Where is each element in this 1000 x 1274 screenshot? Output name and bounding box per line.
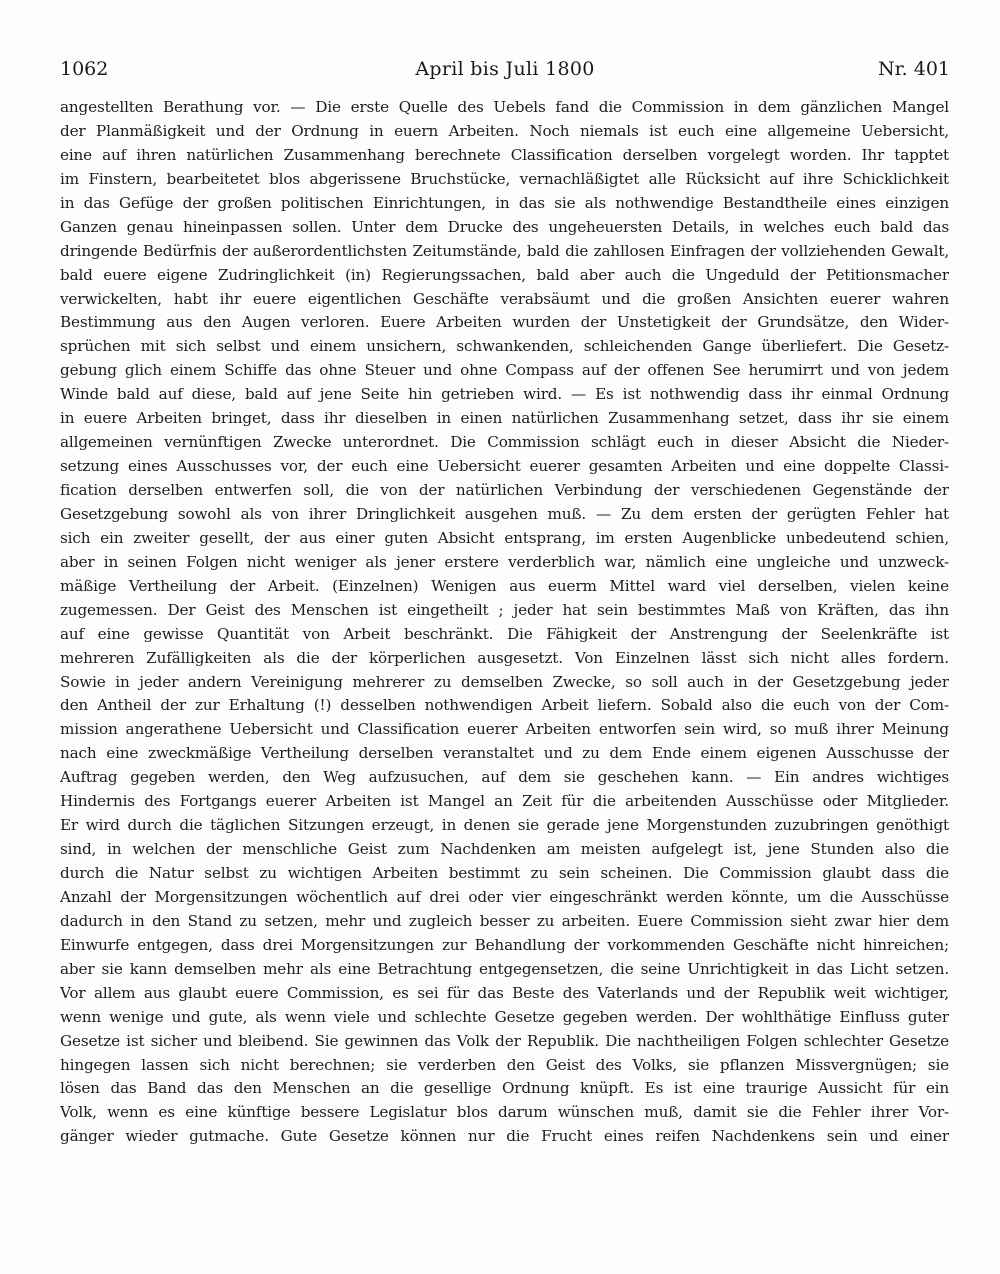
text-line: sich ein zweiter gesellt, der aus einer guten Absicht entsprang, im ersten Augenblicke unbedeutend schien, [60,528,949,547]
text-line: Sowie in jeder andern Vereinigung mehrerer zu demselben Zwecke, so soll auch in der Gesetzgebung jeder [60,672,949,691]
page-number: 1062 [60,58,109,80]
text-line: setzung eines Ausschusses vor, der euch eine Uebersicht euerer gesamten Arbeiten und eine doppelte Classi- [60,457,949,476]
text-line: Gesetzgebung sowohl als von ihrer Dringlichkeit ausgehen muß. — Zu dem ersten der gerügten Fehler hat [60,504,949,523]
text-line: mäßige Vertheilung der Arbeit. (Einzelnen) Wenigen aus euerm Mittel ward viel derselben, vielen keine [60,576,949,595]
text-line: in euere Arbeiten bringet, dass ihr dieselben in einen natürlichen Zusammenhang setzet, dass ihr sie einem [60,409,949,428]
text-line: Auftrag gegeben werden, den Weg aufzusuchen, auf dem sie geschehen kann. — Ein andres wichtiges [60,768,949,787]
text-line: nach eine zweckmäßige Vertheilung derselben veranstaltet und zu dem Ende einem eigenen Ausschusse der [60,744,949,763]
text-line: verwickelten, habt ihr euere eigentlichen Geschäfte verabsäumt und die großen Ansichten euerer wahren [60,289,949,308]
text-line: aber sie kann demselben mehr als eine Betrachtung entgegensetzen, die seine Unrichtigkeit in das Licht setzen. [60,959,949,978]
running-title: April bis Juli 1800 [415,58,595,80]
text-line: auf eine gewisse Quantität von Arbeit beschränkt. Die Fähigkeit der Anstrengung der Seelenkräfte ist [60,624,949,643]
text-line: Vor allem aus glaubt euere Commission, es sei für das Beste des Vaterlands und der Republik weit wichtiger, [60,983,949,1002]
text-line: zugemessen. Der Geist des Menschen ist eingetheilt ; jeder hat sein bestimmtes Maß von Kräften, das ihn [60,600,949,619]
text-line: dadurch in den Stand zu setzen, mehr und zugleich besser zu arbeiten. Euere Commission sieht zwar hier dem [60,911,949,930]
body-text [60,96,949,1149]
text-line: Einwurfe entgegen, dass drei Morgensitzungen zur Behandlung der vorkommenden Geschäfte nicht hinreichen; [60,935,949,954]
text-line: Hindernis des Fortgangs euerer Arbeiten ist Mangel an Zeit für die arbeitenden Ausschüsse oder Mitglieder. [60,792,949,811]
page-header [60,58,950,88]
text-line: Anzahl der Morgensitzungen wöchentlich auf drei oder vier eingeschränkt werden könnte, um die Ausschüsse [60,887,949,906]
text-line: mehreren Zufälligkeiten als die der körperlichen ausgesetzt. Von Einzelnen lässt sich nicht alles fordern. [60,648,949,667]
text-line: den Antheil der zur Erhaltung (!) desselben nothwendigen Arbeit liefern. Sobald also die euch von der Com- [60,696,949,715]
text-line: Winde bald auf diese, bald auf jene Seite hin getrieben wird. — Es ist nothwendig dass ihr einmal Ordnung [60,385,949,404]
text-line: eine auf ihren natürlichen Zusammenhang berechnete Classification derselben vorgelegt worden. Ihr tapptet [60,145,949,164]
text-line: Volk, wenn es eine künftige bessere Legislatur blos darum wünschen muß, damit sie die Fehler ihrer Vor- [60,1103,949,1122]
text-line: sind, in welchen der menschliche Geist zum Nachdenken am meisten aufgelegt ist, jene Stunden also die [60,840,949,859]
text-line: Ganzen genau hineinpassen sollen. Unter dem Drucke des ungeheuersten Details, in welches euch bald das [60,217,949,236]
text-line: fication derselben entwerfen soll, die von der natürlichen Verbindung der verschiedenen Gegenstände der [60,481,949,499]
text-line: angestellten Berathung vor. — Die erste Quelle des Uebels fand die Commission in dem gänzlichen Mangel [60,98,949,116]
text-line: sprüchen mit sich selbst und einem unsichern, schwankenden, schleichenden Gange überliefert. Die Gesetz- [60,337,949,356]
text-line: Bestimmung aus den Augen verloren. Euere Arbeiten wurden der Unstetigkeit der Grundsätze, den Wider- [60,313,949,332]
text-line: gebung glich einem Schiffe das ohne Steuer und ohne Compass auf der offenen See herumirrt und von jedem [60,361,949,380]
text-line: gänger wieder gutmache. Gute Gesetze können nur die Frucht eines reifen Nachdenkens sein und einer [60,1127,949,1146]
text-line: der Planmäßigkeit und der Ordnung in euern Arbeiten. Noch niemals ist euch eine allgemeine Uebersicht, [60,121,949,140]
text-line: Er wird durch die täglichen Sitzungen erzeugt, in denen sie gerade jene Morgenstunden zuzubringen genöthigt [60,816,949,835]
text-line: dringende Bedürfnis der außerordentlichsten Zeitumstände, bald die zahllosen Einfragen der vollziehenden Gewalt, [60,241,949,260]
document-number: Nr. 401 [878,58,950,80]
text-line: mission angerathene Uebersicht und Classification euerer Arbeiten entworfen sein wird, so muß ihrer Meinung [60,720,949,739]
text-line: aber in seinen Folgen nicht weniger als jener erstere verderblich war, nämlich eine ungleiche und unzweck- [60,552,949,571]
text-line: Gesetze ist sicher und bleibend. Sie gewinnen das Volk der Republik. Die nachtheiligen Folgen schlechter Gesetze [60,1031,949,1050]
text-line: wenn wenige und gute, als wenn viele und schlechte Gesetze gegeben werden. Der wohlthätige Einfluss guter [60,1007,949,1026]
text-line: bald euere eigene Zudringlichkeit (in) Regierungssachen, bald aber auch die Ungeduld der Petitionsmacher [60,265,949,284]
text-line: im Finstern, bearbeitetet blos abgerissene Bruchstücke, vernachläßigtet alle Rücksicht auf ihre Schicklichkeit [60,169,949,188]
text-line: durch die Natur selbst zu wichtigen Arbeiten bestimmt zu sein scheinen. Die Commission glaubt dass die [60,864,949,882]
text-line: hingegen lassen sich nicht berechnen; sie verderben den Geist des Volks, sie pflanzen Missvergnügen; sie [60,1055,949,1074]
text-line: allgemeinen vernünftigen Zwecke unterordnet. Die Commission schlägt euch in dieser Absicht die Nieder- [60,433,949,452]
text-line: lösen das Band das den Menschen an die gesellige Ordnung knüpft. Es ist eine traurige Aussicht für ein [60,1079,949,1098]
text-line: in das Gefüge der großen politischen Einrichtungen, in das sie als nothwendige Bestandtheile eines einzigen [60,193,949,212]
